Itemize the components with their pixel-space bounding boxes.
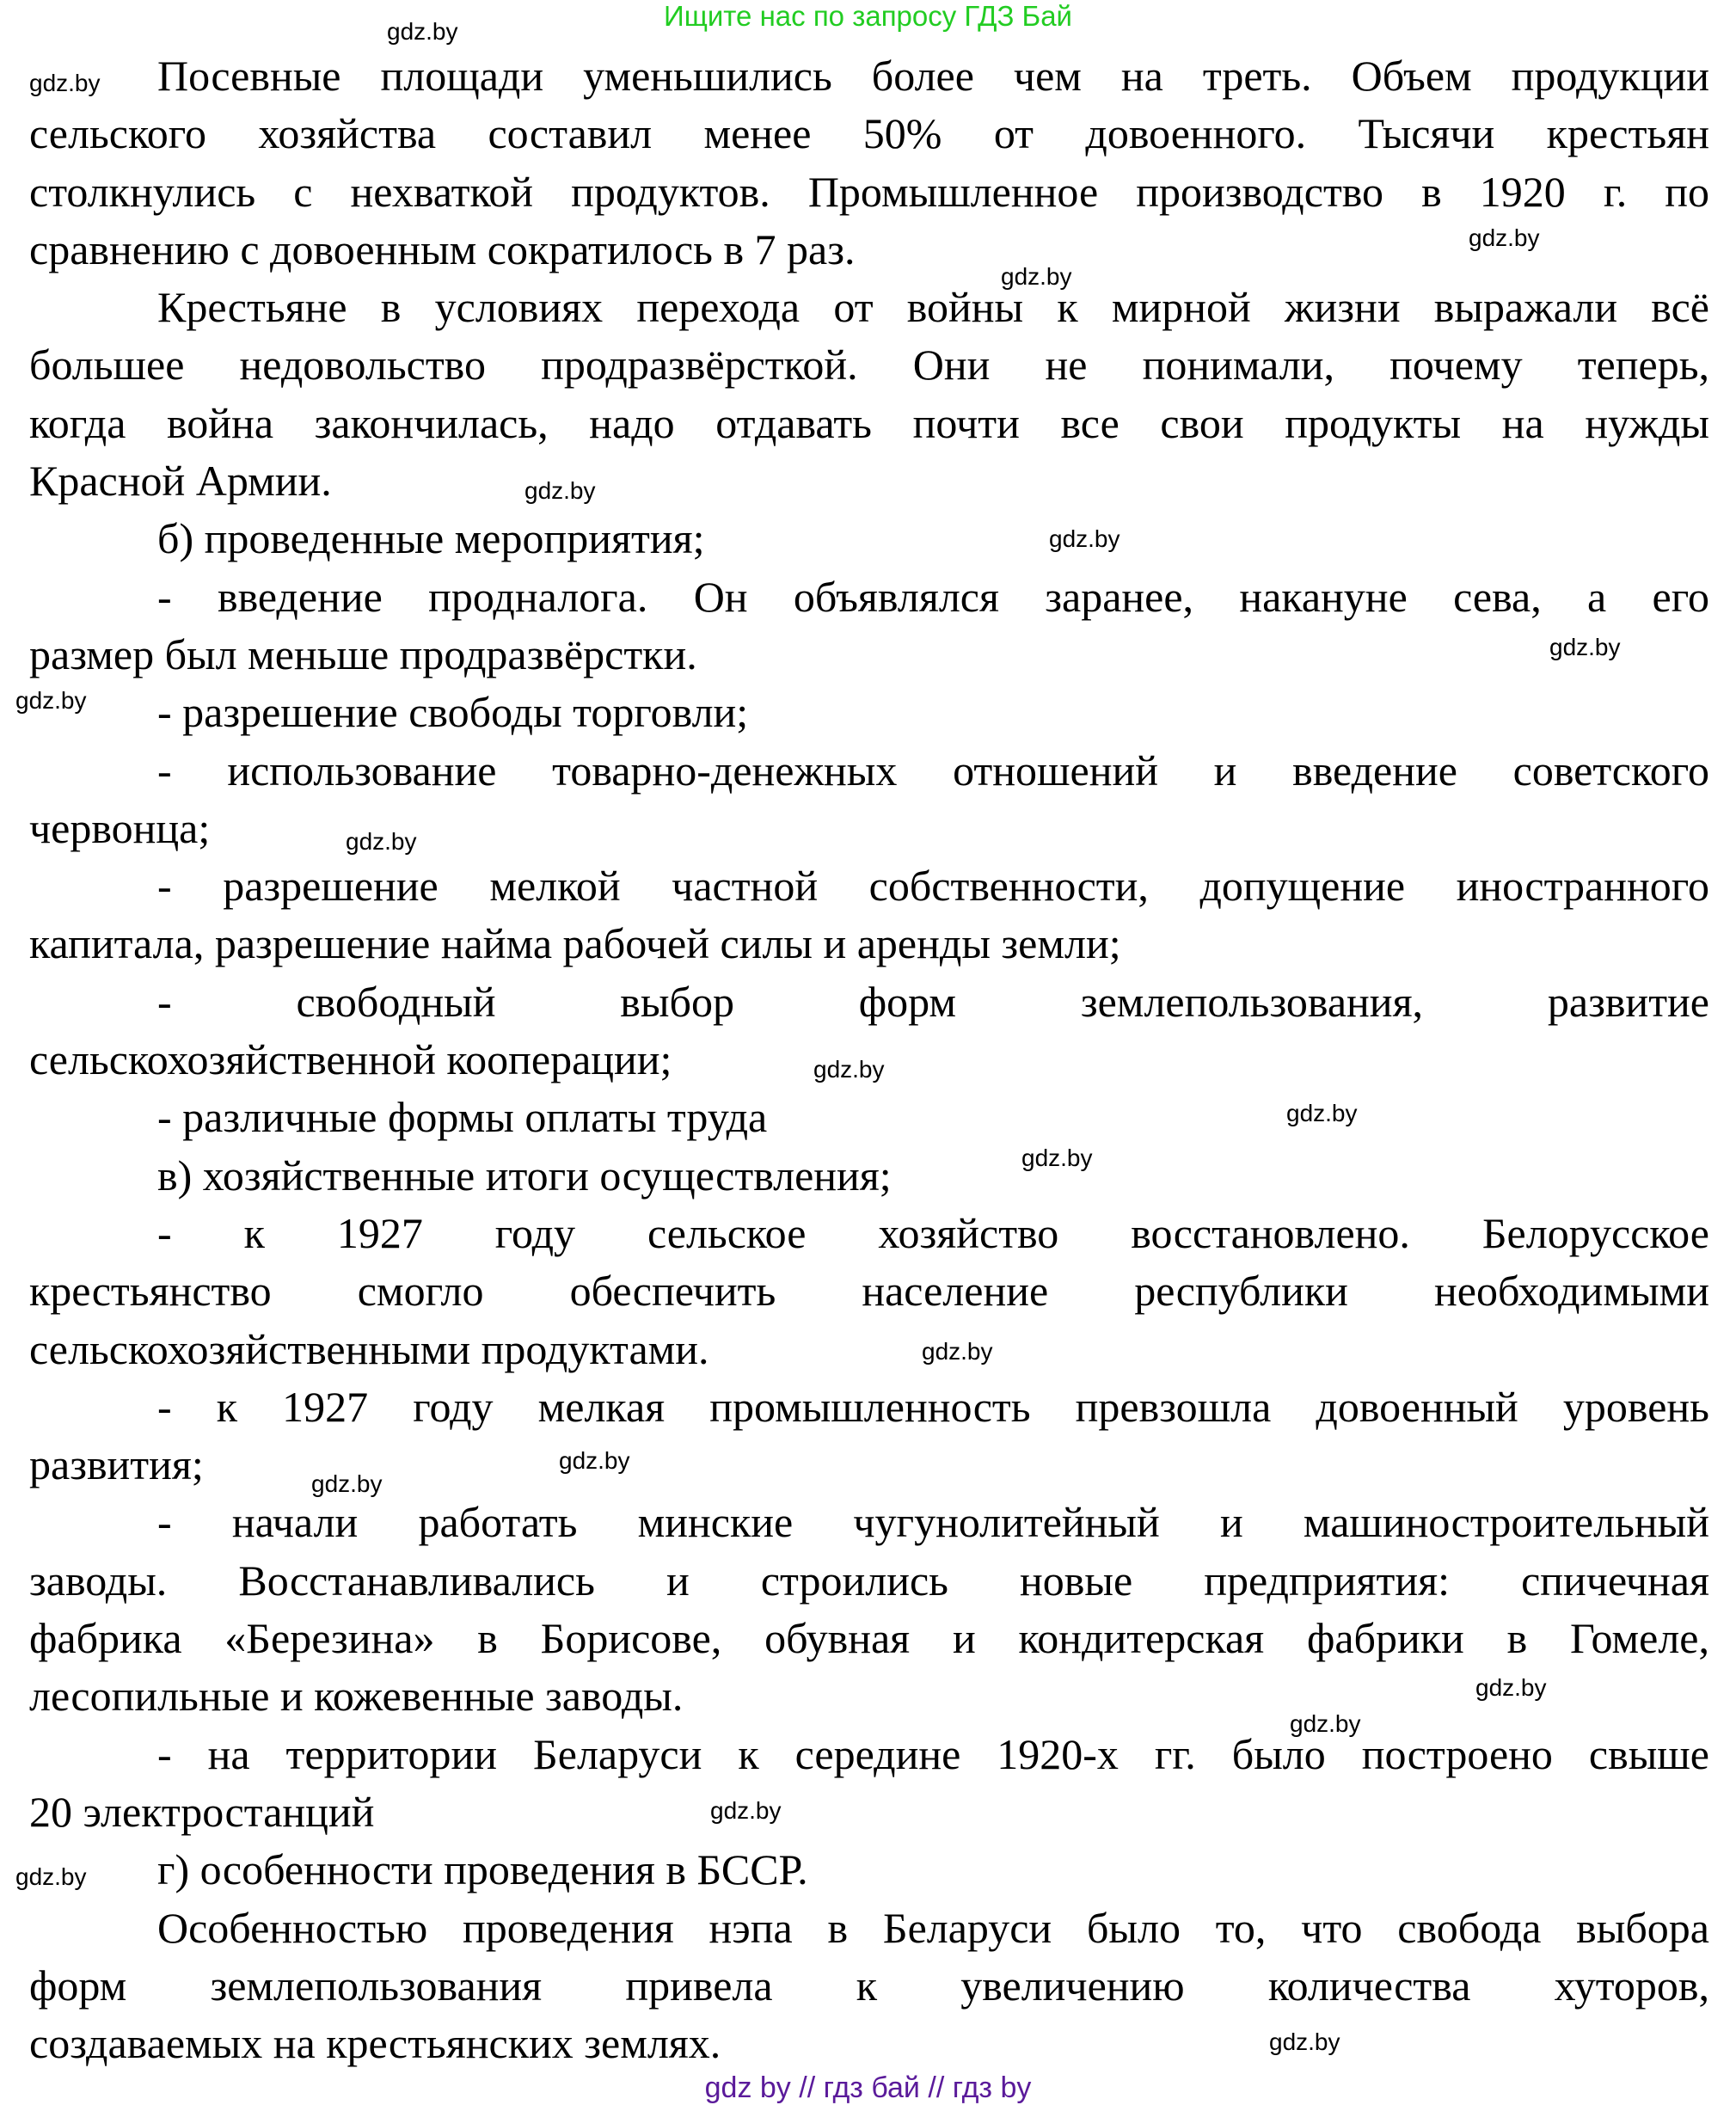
text-line: сравнению с довоенным сократилось в 7 раз. <box>29 224 856 273</box>
watermark: gdz.by <box>15 1863 87 1890</box>
text-line: фабрика «Березина» в Борисове, обувная и кондитерская фабрики в Гомеле, <box>29 1614 1709 1663</box>
watermark: gdz.by <box>1290 1710 1361 1737</box>
text-line: когда война закончилась, надо отдавать почти все свои продукты на нужды <box>29 398 1709 447</box>
text-line: - свободный выбор форм землепользования, развитие <box>157 977 1709 1026</box>
text-line: большее недовольство продразвёрсткой. Они не понимали, почему теперь, <box>29 341 1709 390</box>
watermark: gdz.by <box>15 687 87 714</box>
text-line: Красной Армии. <box>29 457 332 506</box>
text-line: сельскохозяйственными продуктами. <box>29 1324 709 1373</box>
text-line: капитала, разрешение найма рабочей силы и аренды земли; <box>29 919 1121 968</box>
text-line: Посевные площади уменьшились более чем на треть. Объем продукции <box>157 52 1709 100</box>
watermark: gdz.by <box>1049 525 1120 552</box>
text-line: лесопильные и кожевенные заводы. <box>29 1672 684 1721</box>
text-line: столкнулись с нехваткой продуктов. Промышленное производство в 1920 г. по <box>29 167 1709 216</box>
text-line: сельского хозяйства составил менее 50% от довоенного. Тысячи крестьян <box>29 109 1709 158</box>
watermark: gdz.by <box>922 1338 993 1365</box>
text-line: - разрешение свободы торговли; <box>157 688 749 737</box>
watermark: gdz.by <box>559 1447 630 1474</box>
section-heading: г) особенности проведения в БССР. <box>157 1845 808 1894</box>
watermark: gdz.by <box>387 18 458 45</box>
watermark: gdz.by <box>1469 224 1540 251</box>
watermark: gdz.by <box>524 477 596 504</box>
text-line: - к 1927 году сельское хозяйство восстановлено. Белорусское <box>157 1208 1709 1257</box>
text-line: заводы. Восстанавливались и строились новые предприятия: спичечная <box>29 1556 1709 1605</box>
text-line: - разрешение мелкой частной собственности, допущение иностранного <box>157 862 1709 911</box>
text-line: червонца; <box>29 803 211 852</box>
text-line: Особенностью проведения нэпа в Беларуси было то, что свобода выбора <box>157 1903 1709 1952</box>
text-line: - использование товарно-денежных отношений и введение советского <box>157 746 1709 795</box>
watermark: gdz.by <box>1021 1145 1093 1171</box>
text-line: 20 электростанций <box>29 1787 375 1836</box>
watermark: gdz.by <box>710 1797 782 1824</box>
text-line: - различные формы оплаты труда <box>157 1093 768 1142</box>
text-line: создаваемых на крестьянских землях. <box>29 2019 721 2068</box>
watermark: gdz.by <box>1269 2028 1340 2055</box>
text-line: форм землепользования привела к увеличению количества хуторов, <box>29 1961 1709 2010</box>
watermark: gdz.by <box>346 828 417 855</box>
text-line: сельскохозяйственной кооперации; <box>29 1035 672 1084</box>
text-line: Крестьяне в условиях перехода от войны к мирной жизни выражали всё <box>157 283 1709 332</box>
search-banner: Ищите нас по запросу ГДЗ Бай <box>664 0 1072 32</box>
watermark: gdz.by <box>1549 634 1621 660</box>
section-heading: в) хозяйственные итоги осуществления; <box>157 1151 892 1200</box>
watermark: gdz.by <box>813 1056 885 1083</box>
text-line: размер был меньше продразвёрстки. <box>29 629 697 678</box>
watermark: gdz.by <box>29 70 101 96</box>
watermark: gdz.by <box>311 1470 383 1497</box>
text-line: крестьянство смогло обеспечить население республики необходимыми <box>29 1267 1709 1316</box>
watermark: gdz.by <box>1286 1100 1358 1126</box>
watermark: gdz.by <box>1001 263 1072 290</box>
text-line: - введение продналога. Он объявлялся заранее, накануне сева, а его <box>157 572 1709 621</box>
section-heading: б) проведенные мероприятия; <box>157 514 705 563</box>
footer-links[interactable]: gdz by // гдз бай // гдз by <box>704 2071 1032 2104</box>
watermark: gdz.by <box>1475 1674 1547 1701</box>
text-line: - начали работать минские чугунолитейный и машиностроительный <box>157 1498 1709 1547</box>
text-line: - к 1927 году мелкая промышленность превзошла довоенный уровень <box>157 1382 1709 1431</box>
text-line: развития; <box>29 1440 204 1489</box>
text-line: - на территории Беларуси к середине 1920-х гг. было построено свыше <box>157 1729 1709 1778</box>
